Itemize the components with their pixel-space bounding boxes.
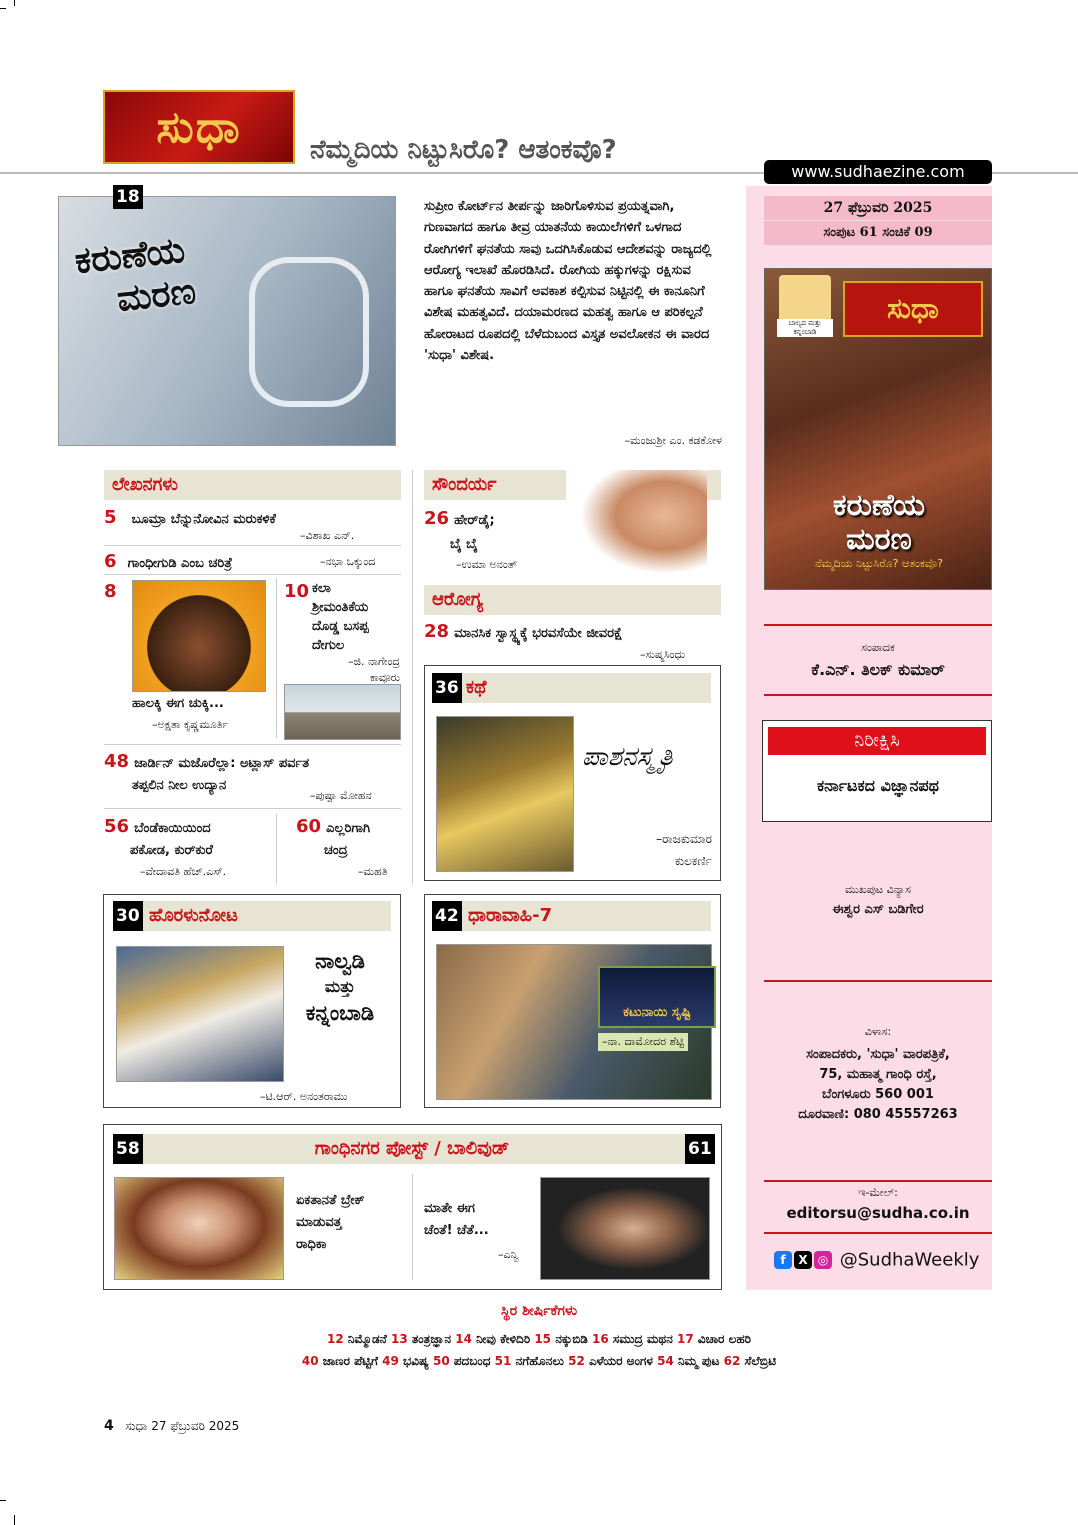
article-title-line: ಏಕತಾನತೆ ಬ್ರೇಕ್ (296, 1193, 365, 1208)
article-title: ಎಲ್ಲರಿಗಾಗಿ (326, 821, 371, 836)
facebook-icon[interactable]: f (774, 1251, 792, 1269)
fixed-column-title: ವಿಚಾರ ಲಹರಿ (693, 1332, 752, 1346)
article-title: ಹೇರ್‌ಡೈ; (454, 513, 495, 528)
fixed-column-num: 51 (494, 1354, 512, 1368)
article-6[interactable] (104, 551, 232, 572)
divider (104, 808, 401, 809)
fixed-column-item[interactable] (327, 1332, 391, 1346)
fixed-column-num: 15 (534, 1332, 552, 1346)
article-8-image (132, 580, 266, 692)
article-byline: –ಸುಷ್ಮಸಿಂಧು (640, 648, 686, 661)
article-title: ತಪ್ಪಲಿನ ನೀಲ ಉದ್ಯಾನ (132, 778, 227, 793)
article-num: 10 (284, 581, 310, 602)
article-byline: –ವಿಶಾಖ ಎನ್. (300, 529, 355, 542)
address-line-1: ಸಂಪಾದಕರು, 'ಸುಧಾ' ವಾರಪತ್ರಿಕೆ, (806, 1047, 950, 1062)
article-byline: –ನಾ. ದಾಮೋದರ ಶೆಟ್ಟಿ (598, 1033, 688, 1051)
logo-text: ಸುಧಾ (156, 101, 242, 153)
article-title-line: ಕನ್ನಂಬಾಡಿ (305, 1001, 375, 1025)
article-num: 6 (104, 551, 117, 572)
article-title-line: ಶ್ರೀಮಂತಿಕೆಯ (312, 600, 369, 615)
cinema-left-image (114, 1177, 284, 1280)
beauty-article[interactable] (424, 507, 495, 557)
cinema-right-image (540, 1177, 710, 1280)
story-heading: ಕಥೆ (432, 673, 711, 703)
article-title-line: ಮಾಡುವತ್ತ (296, 1215, 342, 1230)
article-title-line: ಮತ್ತು (324, 977, 356, 996)
footer-text: ಸುಧಾ 27 ಫೆಬ್ರುವರಿ 2025 (125, 1419, 240, 1433)
fixed-column-num: 14 (455, 1332, 472, 1346)
article-byline: –ಉಮಾ ಅನಂತ್ (456, 558, 518, 571)
editor-name: ಕೆ.ಎನ್. ತಿಲಕ್ ಕುಮಾರ್ (811, 660, 945, 679)
article-8-title[interactable]: ಹಾಲಕ್ಕಿ ಈಗ ಚುಕ್ಕಿ... (132, 696, 224, 711)
instagram-icon[interactable]: ◎ (814, 1251, 832, 1269)
fixed-row-1 (104, 1328, 974, 1350)
upcoming-text: ಕರ್ನಾಟಕದ ವಿಜ್ಞಾನಪಥ (816, 776, 940, 795)
fixed-column-num: 13 (390, 1332, 408, 1346)
outlook-title[interactable] (290, 948, 390, 1026)
article-5[interactable] (104, 507, 276, 528)
ventilator-tube (249, 257, 369, 407)
footer (104, 1418, 239, 1434)
health-heading: ಆರೋಗ್ಯ (424, 585, 721, 615)
fixed-column-title: ನಗೆಹೊನಲು (511, 1354, 569, 1368)
divider (764, 980, 992, 982)
divider (104, 744, 401, 745)
cover-title-1: ಕರುಣೆಯ (833, 488, 925, 523)
phone: ದೂರವಾಣಿ: 080 45557263 (798, 1107, 958, 1122)
article-byline: –ವೇದಾವತಿ ಹೆಚ್.ಎಸ್. (140, 865, 227, 878)
fixed-column-title: ತಂತ್ರಜ್ಞಾನ (407, 1332, 456, 1346)
article-byline: ಕುಲಕರ್ಣಿ (674, 854, 712, 868)
fixed-column-num: 16 (592, 1332, 609, 1346)
outlook-heading: ಹೊರಳುನೋಟ (113, 901, 391, 931)
issue-volume: ಸಂಪುಟ 61 ಸಂಚಿಕೆ 09 (764, 221, 992, 245)
cover-story-intro: ಸುಪ್ರೀಂ ಕೋರ್ಟ್‌ನ ತೀರ್ಪನ್ನು ಜಾರಿಗೊಳಿಸುವ ಪ್ರಯತ್ನವಾಗಿ, ಗುಣವಾಗದ ಹಾಗೂ ತೀವ್ರ ಯಾತನೆಯ ಕಾಯಿಲೆಗಳಿಗೆ ಒಳಗಾದ ರೋಗಿಗಳಿಗೆ ಘನತೆಯ ಸಾವು ಒದಗಿಸಿಕೊಡುವ ಆದೇಶವನ್ನು ರಾಜ್ಯದಲ್ಲಿ ಆರೋಗ್ಯ ಇಲಾಖೆ ಹೊರಡಿಸಿದೆ. ರೋಗಿಯ ಹಕ್ಕುಗಳನ್ನು ರಕ್ಷಿಸುವ ಹಾಗೂ ಘನತೆಯ ಸಾವಿಗೆ ಅವಕಾಶ ಕಲ್ಪಿಸುವ ನಿಟ್ಟಿನಲ್ಲಿ ಈ ಕಾನೂನಿಗೆ ವಿಶೇಷ ಮಹತ್ವವಿದೆ. ದಯಾಮರಣದ ಮಹತ್ವ ಹಾಗೂ ಆ ಪರಿಕಲ್ಪನೆ ಹೋರಾಟದ ರೂಪದಲ್ಲಿ ಬೆಳೆದುಬಂದ ವಿಸ್ತೃತ ಅವಲೋಕನ ಈ ವಾರದ 'ಸುಧಾ' ವಿಶೇಷ. (424, 199, 712, 364)
article-byline: ಕಾವೂರು (369, 671, 400, 684)
article-byline: –ಜಿ. ನಾಗೇಂದ್ರ (348, 655, 400, 668)
sudha-logo (103, 90, 295, 164)
issue-date: 27 ಫೆಬ್ರುವರಿ 2025 (764, 196, 992, 220)
article-title: ಪಕೋಡ, ಕುರ್‌ಕುರೆ (130, 843, 213, 858)
article-10[interactable] (312, 579, 369, 655)
fixed-column-title: ಎಳೆಯರ ಅಂಗಳ (584, 1354, 658, 1368)
story-image (436, 716, 574, 872)
fixed-column-num: 52 (568, 1354, 585, 1368)
upcoming-title: ನಿರೀಕ್ಷಿಸಿ (768, 727, 986, 755)
story-title[interactable]: ಪಾಶನಸ್ಮೃತಿ (582, 742, 673, 772)
article-title-line: ಮಾತೇ ಈಗ (424, 1201, 475, 1216)
fixed-column-num: 12 (326, 1332, 344, 1346)
website-link[interactable]: www.sudhaezine.com (764, 160, 992, 184)
email-link[interactable]: editorsu@sudha.co.in (786, 1204, 970, 1222)
editor-label: ಸಂಪಾದಕ (861, 641, 895, 654)
fixed-row-2 (104, 1350, 974, 1372)
article-title-line: ರಾಧಿಕಾ (296, 1237, 327, 1252)
cover-inset-label: ಬಾಲ್ಯದ ಮತ್ತು ಕನ್ನಂಬಾಡಿ (777, 319, 833, 337)
cover-subtitle: ನೆಮ್ಮದಿಯ ನಿಟ್ಟುಸಿರೊ? ಆತಂಕವೊ? (815, 557, 943, 570)
fixed-column-num: 62 (723, 1354, 741, 1368)
article-title: ಬೆಂಡೆಕಾಯಿಯಿಂದ (134, 821, 211, 836)
beauty-heading: ಸೌಂದರ್ಯ (424, 470, 721, 500)
fixed-column-num: 17 (677, 1332, 694, 1346)
temple-image (284, 684, 401, 740)
article-byline: –ಎನ್ವಿ (498, 1248, 519, 1261)
fixed-column-item[interactable] (455, 1332, 534, 1346)
fixed-column-title: ನಕ್ಕುಬಿಡಿ (551, 1332, 593, 1346)
article-num: 26 (424, 508, 450, 529)
article-title: ಜಾರ್ಡಿನ್ ಮಜೊರೆಲ್ಲಾ: ಅಟ್ಲಾಸ್ ಪರ್ವತ (134, 756, 310, 771)
outlook-page[interactable]: 30 (113, 901, 143, 931)
article-title: ಗಾಂಧೀಗುಡಿ ಎಂಬ ಚರಿತ್ರೆ (127, 556, 233, 571)
cover-image (764, 268, 992, 590)
article-56[interactable] (104, 816, 213, 862)
article-48[interactable] (104, 751, 309, 797)
email-label: ಇ-ಮೇಲ್: (858, 1186, 898, 1199)
article-title-line: ಕಲಾ (312, 581, 331, 596)
fixed-column-item[interactable] (657, 1354, 724, 1368)
cinema-heading: ಗಾಂಧಿನಗರ ಪೋಸ್ಟ್ / ಬಾಲಿವುಡ್ (113, 1134, 711, 1164)
article-title: ಬೂಮ್ರಾ ಬೆನ್ನುನೋವಿನ ಮರುಕಳಿಕೆ (131, 512, 276, 527)
divider (764, 1180, 992, 1182)
divider (104, 545, 401, 546)
divider (104, 574, 401, 575)
social-handle[interactable]: @SudhaWeekly (839, 1249, 980, 1271)
cover-story-byline: –ಮಂಜುಶ್ರೀ ಎಂ. ಕಡಕೋಳ (624, 434, 722, 447)
tagline: ನೆಮ್ಮದಿಯ ನಿಟ್ಟುಸಿರೊ? ಆತಂಕವೊ? (310, 135, 617, 165)
article-byline: –ಟಿ.ಆರ್. ಅನಂತರಾಮು (260, 1090, 348, 1103)
article-num: 60 (296, 816, 322, 837)
cover-story-title-1: ಕರುಣೆಯ (72, 229, 187, 283)
article-byline: –ನಭಾ ಒಕ್ಕುಂದ (320, 555, 376, 568)
column-divider (412, 470, 413, 884)
fixed-column-title: ನಿಮ್ಮೊಡನೆ (343, 1332, 391, 1346)
beauty-image (566, 470, 707, 584)
article-num: 5 (104, 507, 117, 528)
x-icon[interactable]: X (794, 1251, 812, 1269)
fixed-column-item[interactable] (592, 1332, 677, 1346)
cinema-right-article[interactable] (424, 1198, 489, 1242)
article-title: ಬೈ ಬೈ (450, 537, 478, 552)
fixed-column-item[interactable] (495, 1354, 568, 1368)
article-title-line: ನಾಲ್ವಡಿ (315, 949, 365, 973)
article-num: 8 (104, 581, 117, 602)
serial-inset-title: ಕಟುನಾಯಿ ಸೃಷ್ಟಿ (598, 966, 716, 1028)
article-60[interactable] (296, 816, 370, 862)
cover-story-title-2: ಮರಣ (115, 270, 198, 320)
article-num: 56 (104, 816, 130, 837)
outlook-image (116, 946, 284, 1082)
fixed-column-item[interactable] (302, 1354, 382, 1368)
fixed-heading: ಸ್ಥಿರ ಶೀರ್ಷಿಕೆಗಳು (500, 1303, 578, 1319)
fixed-column-item[interactable] (568, 1354, 657, 1368)
address-line-3: ಬೆಂಗಳೂರು 560 001 (822, 1087, 934, 1102)
page-number: 4 (104, 1418, 114, 1434)
fixed-column-item[interactable] (433, 1354, 495, 1368)
article-title: ಮಾನಸಿಕ ಸ್ವಾಸ್ಥ್ಯಕ್ಕೆ ಭರವಸೆಯೇ ಜೀವರಕ್ಷೆ (454, 626, 623, 641)
fixed-column-title: ಜಾಣರ ಪೆಟ್ಟಿಗೆ (318, 1354, 383, 1368)
fixed-column-item[interactable] (724, 1354, 776, 1368)
divider (412, 1174, 413, 1280)
fixed-column-item[interactable] (534, 1332, 592, 1346)
article-num: 48 (104, 751, 130, 772)
cover-logo: ಸುಧಾ (843, 281, 983, 337)
cover-title-2: ಮರಣ (846, 522, 912, 557)
address-label: ವಿಳಾಸ: (864, 1025, 892, 1038)
divider (276, 578, 277, 738)
article-byline: –ಪುಷ್ಪಾ ಮೋಹನ (310, 789, 372, 802)
divider (764, 1232, 992, 1234)
fixed-column-num: 50 (432, 1354, 450, 1368)
cinema-page-right[interactable]: 61 (685, 1134, 715, 1164)
fixed-column-num: 54 (657, 1354, 674, 1368)
fixed-column-title: ಪದಬಂಧ (449, 1354, 495, 1368)
article-title-line: ಚೆಂತೆ! ಚೆತೆ... (424, 1223, 489, 1238)
article-num: 28 (424, 621, 450, 642)
divider (276, 814, 277, 884)
social-row (774, 1249, 979, 1271)
cover-story-image (58, 196, 396, 446)
article-title-line: ದೇಗುಲ (312, 638, 345, 653)
story-page[interactable]: 36 (432, 673, 462, 703)
design-name: ಈಶ್ವರ ಎಸ್ ಬಡಿಗೇರ (832, 902, 924, 917)
article-title: ಚಂದ್ರ (324, 843, 348, 858)
address-line-2: 75, ಮಹಾತ್ಮ ಗಾಂಧಿ ರಸ್ತೆ, (819, 1067, 937, 1082)
fixed-column-num: 40 (301, 1354, 319, 1368)
serial-heading: ಧಾರಾವಾಹಿ-7 (432, 901, 711, 931)
fixed-column-title: ಭವಿಷ್ಯ (398, 1354, 433, 1368)
fixed-column-item[interactable] (391, 1332, 455, 1346)
fixed-column-item[interactable] (677, 1332, 751, 1346)
fixed-column-item[interactable] (382, 1354, 433, 1368)
article-byline: –ರಾಜಕುಮಾರ (656, 832, 712, 846)
article-title-line: ದೊಡ್ಡ ಬಸಪ್ಪ (312, 619, 369, 634)
cover-story-page[interactable]: 18 (113, 185, 143, 209)
article-byline: –ಅಕ್ಷತಾ ಕೃಷ್ಣಮೂರ್ತಿ (152, 718, 229, 731)
fixed-column-title: ನೀವು ಕೇಳಿದಿರಿ (471, 1332, 535, 1346)
divider (764, 624, 992, 626)
fixed-column-title: ಸಮುದ್ರ ಮಥನ (608, 1332, 677, 1346)
fixed-column-num: 49 (382, 1354, 399, 1368)
article-byline: –ಮಹತಿ (358, 865, 388, 878)
health-article[interactable] (424, 621, 622, 642)
design-label: ಮುಖಪುಟ ವಿನ್ಯಾಸ (844, 883, 912, 896)
fixed-column-title: ಸೆಲೆಬ್ರಿಟಿ (740, 1354, 777, 1368)
fixed-column-title: ನಿಮ್ಮ ಪುಟ (673, 1354, 724, 1368)
cinema-page-left[interactable]: 58 (113, 1134, 143, 1164)
articles-heading: ಲೇಖನಗಳು (104, 470, 401, 500)
cinema-left-article[interactable] (296, 1190, 365, 1256)
divider (764, 694, 992, 696)
serial-page[interactable]: 42 (432, 901, 462, 931)
